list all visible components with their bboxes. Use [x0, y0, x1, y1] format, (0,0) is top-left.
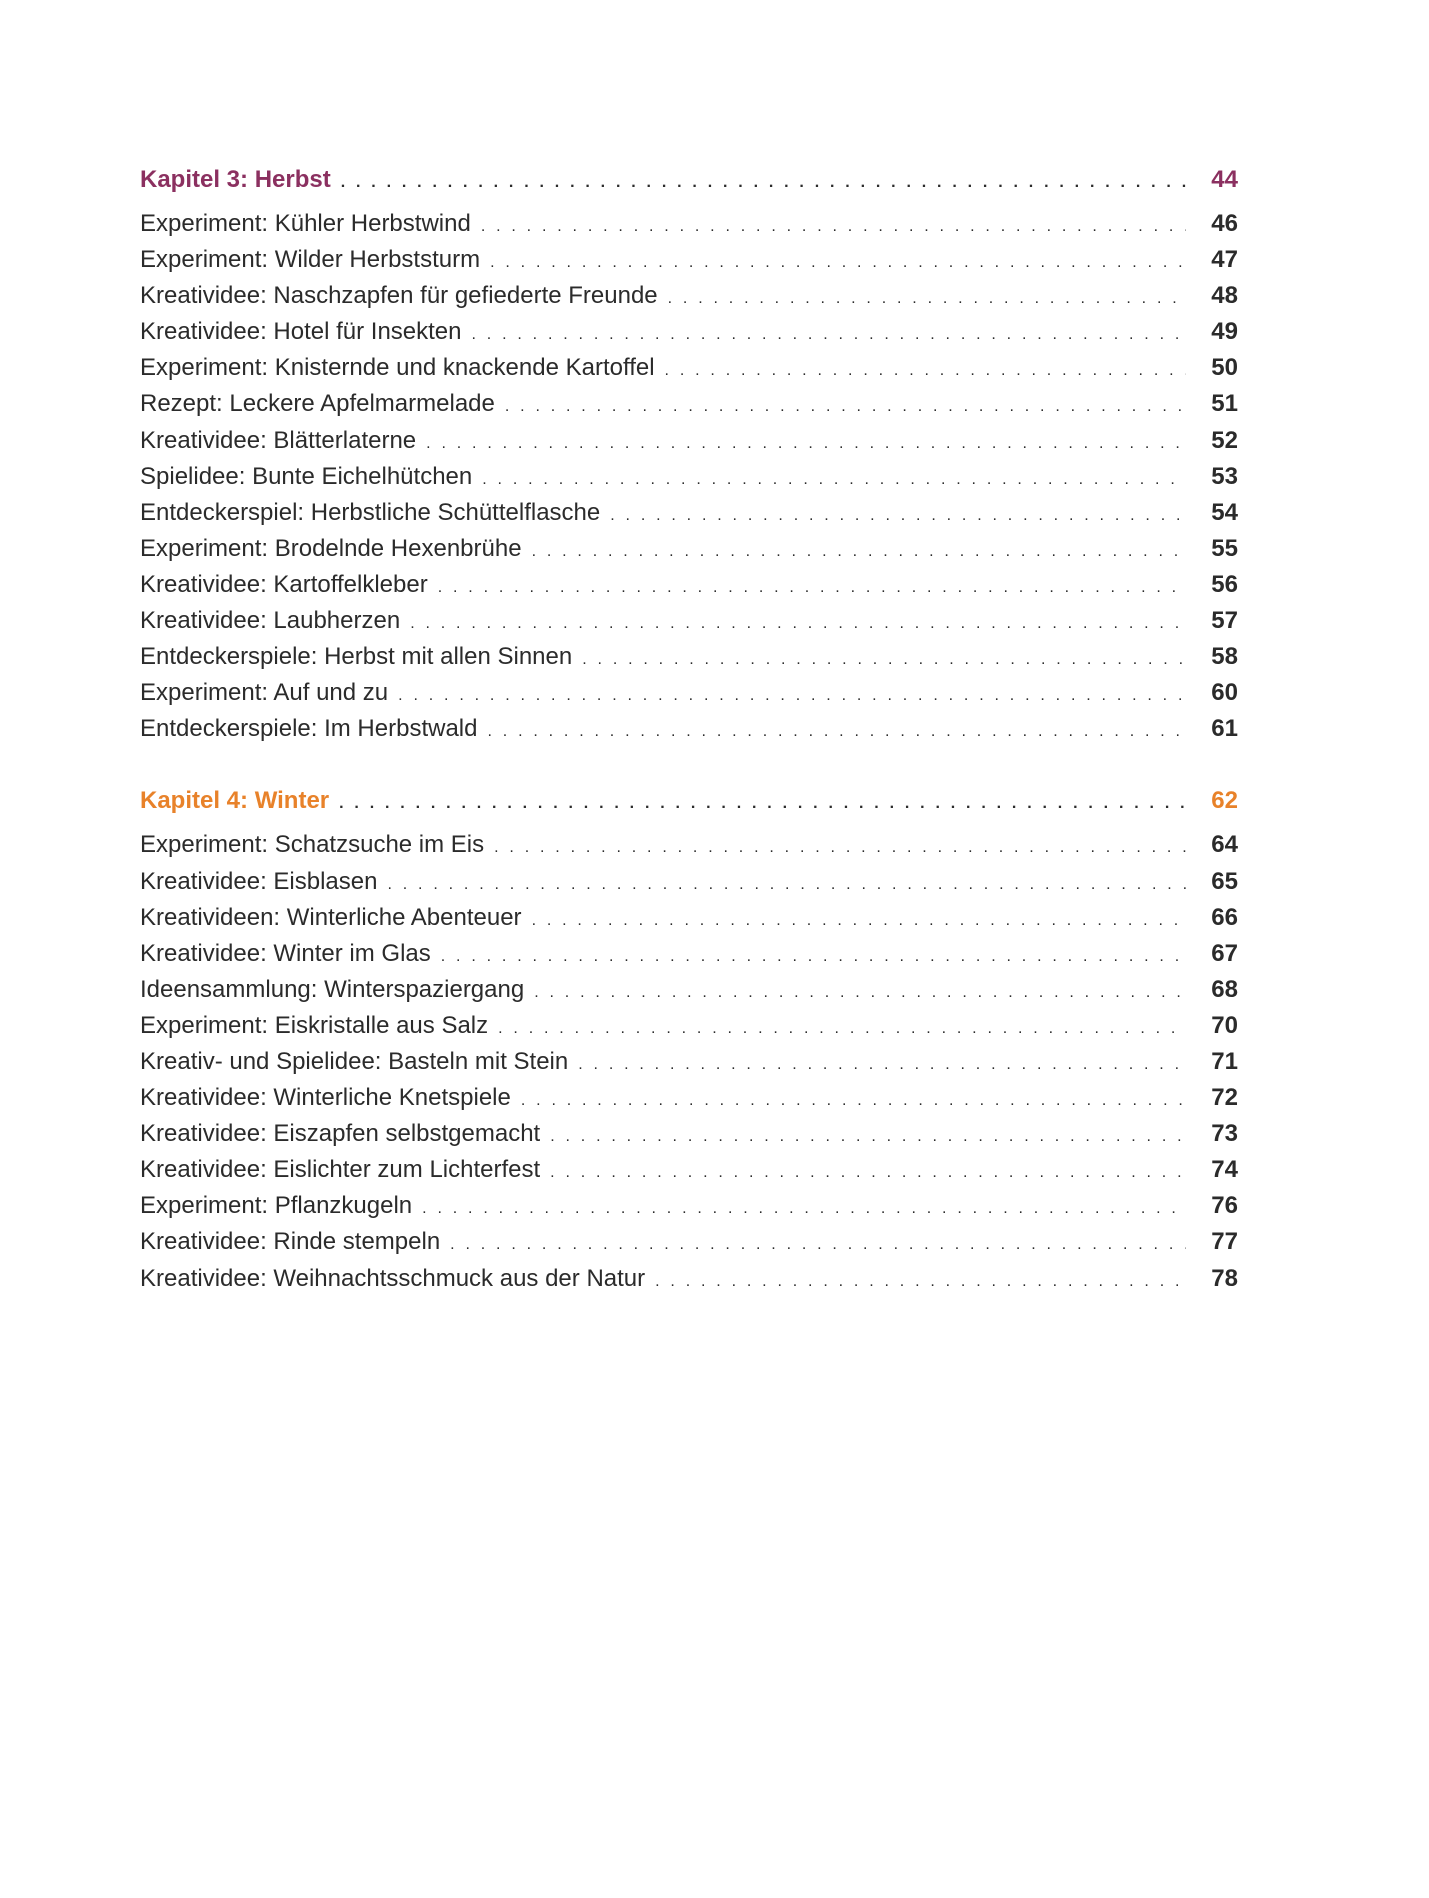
- leader-dots: [438, 570, 1186, 606]
- entry-title: Entdeckerspiel: Herbstliche Schüttelflasche: [140, 498, 601, 526]
- page-number: 44: [1211, 166, 1238, 193]
- leader-dots: [490, 245, 1186, 281]
- page-number: 57: [1211, 607, 1238, 635]
- leader-dots: [441, 939, 1186, 975]
- leader-dots: [450, 1227, 1186, 1263]
- page-number: 62: [1211, 787, 1238, 815]
- page-number: 77: [1211, 1228, 1238, 1256]
- toc-entry[interactable]: [140, 386, 1238, 422]
- page-number: 78: [1211, 1264, 1238, 1292]
- leader-dots: [494, 830, 1186, 866]
- chapter-3-section: [140, 162, 1238, 747]
- entry-title: Kreatividee: Winterliche Knetspiele: [140, 1084, 511, 1112]
- entry-title: Rezept: Leckere Apfelmarmelade: [140, 390, 495, 418]
- leader-dots: [387, 867, 1186, 903]
- entry-title: Kreatividee: Eiszapfen selbstgemacht: [140, 1120, 541, 1148]
- page-number: 64: [1211, 831, 1238, 859]
- toc-entry[interactable]: [140, 1152, 1238, 1188]
- toc-entry[interactable]: [140, 639, 1238, 675]
- entry-title: Spielidee: Bunte Eichelhütchen: [140, 462, 473, 490]
- toc-entry[interactable]: [140, 1116, 1238, 1152]
- leader-dots: [426, 426, 1186, 462]
- toc-entry[interactable]: [140, 423, 1238, 459]
- page-number: 72: [1211, 1084, 1238, 1112]
- leader-dots: [472, 317, 1186, 353]
- leader-dots: [550, 1155, 1186, 1191]
- page-number: 47: [1211, 246, 1238, 274]
- page-number: 67: [1211, 939, 1238, 967]
- toc-entry[interactable]: [140, 531, 1238, 567]
- entry-title: Kreativideen: Winterliche Abenteuer: [140, 903, 522, 931]
- toc-entry[interactable]: [140, 864, 1238, 900]
- toc-entry[interactable]: [140, 1188, 1238, 1224]
- leader-dots: [341, 165, 1186, 201]
- toc-entry[interactable]: [140, 459, 1238, 495]
- page-number: 71: [1211, 1047, 1238, 1075]
- entry-title: Experiment: Pflanzkugeln: [140, 1192, 413, 1220]
- leader-dots: [487, 714, 1186, 750]
- toc-entry[interactable]: [140, 972, 1238, 1008]
- toc-entry[interactable]: [140, 603, 1238, 639]
- entry-title: Entdeckerspiele: Im Herbstwald: [140, 715, 478, 743]
- page-number: 61: [1211, 715, 1238, 743]
- leader-dots: [339, 786, 1186, 822]
- toc-entry[interactable]: [140, 314, 1238, 350]
- chapter-3-heading[interactable]: [140, 162, 1238, 206]
- entry-title: Experiment: Wilder Herbststurm: [140, 246, 481, 274]
- page-number: 60: [1211, 679, 1238, 707]
- toc-entry[interactable]: [140, 278, 1238, 314]
- entry-title: Experiment: Kühler Herbstwind: [140, 210, 471, 237]
- toc-entry[interactable]: [140, 900, 1238, 936]
- entry-title: Kreatividee: Naschzapfen für gefiederte Freunde: [140, 282, 658, 310]
- leader-dots: [532, 903, 1186, 939]
- entry-title: Kreatividee: Blätterlaterne: [140, 426, 417, 454]
- toc-entry[interactable]: [140, 936, 1238, 972]
- leader-dots: [668, 281, 1186, 317]
- page-number: 53: [1211, 462, 1238, 490]
- entry-title: Ideensammlung: Winterspaziergang: [140, 975, 525, 1003]
- toc-entry[interactable]: [140, 1224, 1238, 1260]
- page-number: 48: [1211, 282, 1238, 310]
- page-number: 50: [1211, 354, 1238, 382]
- entry-title: Experiment: Eiskristalle aus Salz: [140, 1011, 489, 1039]
- leader-dots: [534, 975, 1186, 1011]
- chapter-title: Kapitel 3: Herbst: [140, 166, 331, 193]
- entry-title: Experiment: Brodelnde Hexenbrühe: [140, 534, 522, 562]
- entry-title: Kreatividee: Eisblasen: [140, 867, 378, 895]
- leader-dots: [482, 462, 1186, 498]
- leader-dots: [398, 678, 1186, 714]
- entry-title: Kreatividee: Hotel für Insekten: [140, 318, 462, 346]
- toc-entry[interactable]: [140, 711, 1238, 747]
- toc-entry[interactable]: [140, 350, 1238, 386]
- entry-title: Kreatividee: Eislichter zum Lichterfest: [140, 1156, 541, 1184]
- leader-dots: [582, 642, 1186, 678]
- toc-entry[interactable]: [140, 1080, 1238, 1116]
- toc-entry[interactable]: [140, 495, 1238, 531]
- leader-dots: [578, 1047, 1186, 1083]
- leader-dots: [655, 1264, 1186, 1300]
- toc-entry[interactable]: [140, 1044, 1238, 1080]
- page-number: 58: [1211, 643, 1238, 671]
- page-number: 56: [1211, 570, 1238, 598]
- entry-title: Experiment: Auf und zu: [140, 679, 389, 707]
- leader-dots: [410, 606, 1186, 642]
- leader-dots: [550, 1119, 1186, 1155]
- chapter-title: Kapitel 4: Winter: [140, 787, 330, 815]
- page-number: 73: [1211, 1120, 1238, 1148]
- toc-entry[interactable]: [140, 1261, 1238, 1297]
- leader-dots: [521, 1083, 1186, 1119]
- toc-entry[interactable]: [140, 1008, 1238, 1044]
- toc-entry[interactable]: [140, 242, 1238, 278]
- toc-entry[interactable]: [140, 827, 1238, 863]
- entry-title: Kreatividee: Kartoffelkleber: [140, 570, 428, 598]
- entry-title: Kreatividee: Laubherzen: [140, 607, 401, 635]
- entry-title: Kreatividee: Weihnachtsschmuck aus der Natur: [140, 1264, 646, 1292]
- leader-dots: [481, 209, 1186, 245]
- chapter-4-section: [140, 783, 1238, 1296]
- toc-entry[interactable]: [140, 206, 1238, 242]
- leader-dots: [532, 534, 1186, 570]
- page-number: 65: [1211, 867, 1238, 895]
- page-number: 74: [1211, 1156, 1238, 1184]
- page-number: 55: [1211, 534, 1238, 562]
- toc-entry[interactable]: [140, 675, 1238, 711]
- entry-title: Kreatividee: Rinde stempeln: [140, 1228, 441, 1256]
- table-of-contents: [140, 162, 1238, 1297]
- page-number: 66: [1211, 903, 1238, 931]
- page-number: 68: [1211, 975, 1238, 1003]
- entry-title: Experiment: Schatzsuche im Eis: [140, 831, 485, 859]
- chapter-4-heading[interactable]: [140, 783, 1238, 827]
- leader-dots: [665, 353, 1186, 389]
- page-number: 70: [1211, 1011, 1238, 1039]
- page-number: 51: [1211, 390, 1238, 418]
- entry-title: Kreativ- und Spielidee: Basteln mit Stein: [140, 1047, 569, 1075]
- leader-dots: [505, 389, 1186, 425]
- leader-dots: [610, 498, 1186, 534]
- entry-title: Experiment: Knisternde und knackende Kartoffel: [140, 354, 655, 382]
- leader-dots: [498, 1011, 1186, 1047]
- page-number: 46: [1211, 210, 1238, 237]
- page-number: 54: [1211, 498, 1238, 526]
- page-number: 49: [1211, 318, 1238, 346]
- page-number: 76: [1211, 1192, 1238, 1220]
- entry-title: Entdeckerspiele: Herbst mit allen Sinnen: [140, 643, 573, 671]
- page-number: 52: [1211, 426, 1238, 454]
- leader-dots: [422, 1191, 1186, 1227]
- toc-entry[interactable]: [140, 567, 1238, 603]
- entry-title: Kreatividee: Winter im Glas: [140, 939, 431, 967]
